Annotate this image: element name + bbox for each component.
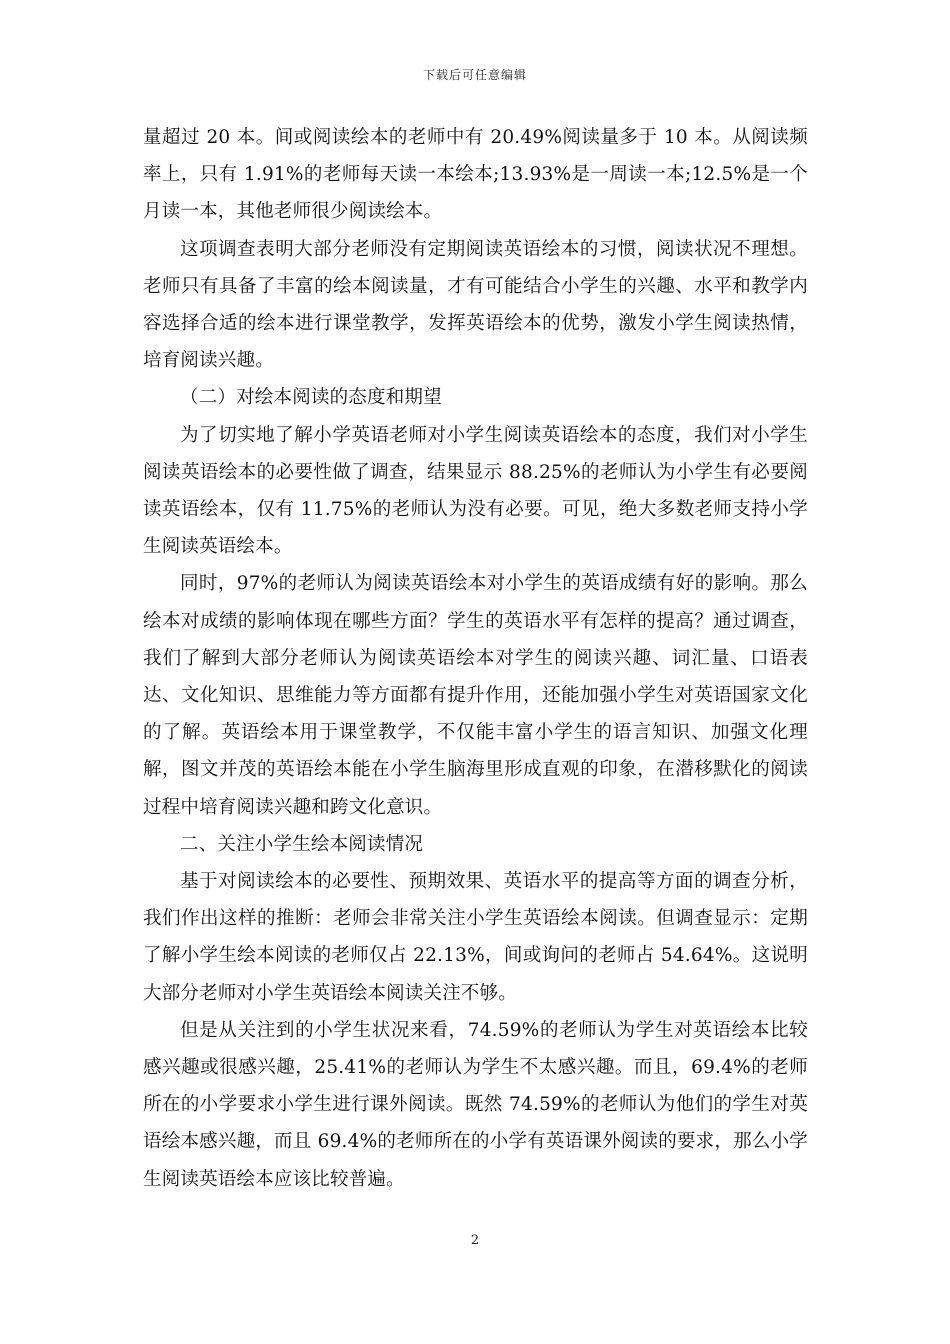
- paragraph: 这项调查表明大部分老师没有定期阅读英语绘本的习惯，阅读状况不理想。老师只有具备了丰富的绘本阅读量，才有可能结合小学生的兴趣、水平和教学内容选择合适的绘本进行课堂教学，发挥英语绘本的优势，激发小学生阅读热情，培育阅读兴趣。: [143, 238, 808, 372]
- document-body: [143, 119, 808, 1198]
- paragraph: 但是从关注到的小学生状况来看，74.59%的老师认为学生对英语绘本比较感兴趣或很感兴趣，25.41%的老师认为学生不太感兴趣。而且，69.4%的老师所在的小学要求小学生进行课外阅读。既然 74.59%的老师认为他们的学生对英语绘本感兴趣，而且 69.4%的老师所在的小学有英语课外阅读的要求，那么小学生阅读英语绘本应该比较普遍。: [143, 1019, 808, 1190]
- paragraph: 为了切实地了解小学英语老师对小学生阅读英语绘本的态度，我们对小学生阅读英语绘本的必要性做了调查，结果显示 88.25%的老师认为小学生有必要阅读英语绘本，仅有 11.75%的老师认为没有必要。可见，绝大多数老师支持小学生阅读英语绘本。: [143, 424, 808, 558]
- page-header: 下载后可任意编辑: [422, 68, 527, 82]
- paragraph: 同时，97%的老师认为阅读英语绘本对小学生的英语成绩有好的影响。那么绘本对成绩的影响体现在哪些方面？学生的英语水平有怎样的提高？通过调查，我们了解到大部分老师认为阅读英语绘本对学生的阅读兴趣、词汇量、口语表达、文化知识、思维能力等方面都有提升作用，还能加强小学生对英语国家文化的了解。英语绘本用于课堂教学，不仅能丰富小学生的语言知识、加强文化理解，图文并茂的英语绘本能在小学生脑海里形成直观的印象，在潜移默化的阅读过程中培育阅读兴趣和跨文化意识。: [143, 573, 808, 818]
- paragraph-continuation: 量超过 20 本。间或阅读绘本的老师中有 20.49%阅读量多于 10 本。从阅读频率上，只有 1.91%的老师每天读一本绘本;13.93%是一周读一本;12.5%是一个月读一本，其他老师很少阅读绘本。: [143, 127, 808, 223]
- page-number: 2: [470, 1233, 480, 1248]
- section-heading: （二）对绘本阅读的态度和期望: [180, 387, 442, 409]
- section-heading: 二、关注小学生绘本阅读情况: [180, 833, 424, 855]
- paragraph: 基于对阅读绘本的必要性、预期效果、英语水平的提高等方面的调查分析，我们作出这样的推断：老师会非常关注小学生英语绘本阅读。但调查显示：定期了解小学生绘本阅读的老师仅占 22.13%，间或询问的老师占 54.64%。这说明大部分老师对小学生英语绘本阅读关注不够。: [143, 871, 808, 1004]
